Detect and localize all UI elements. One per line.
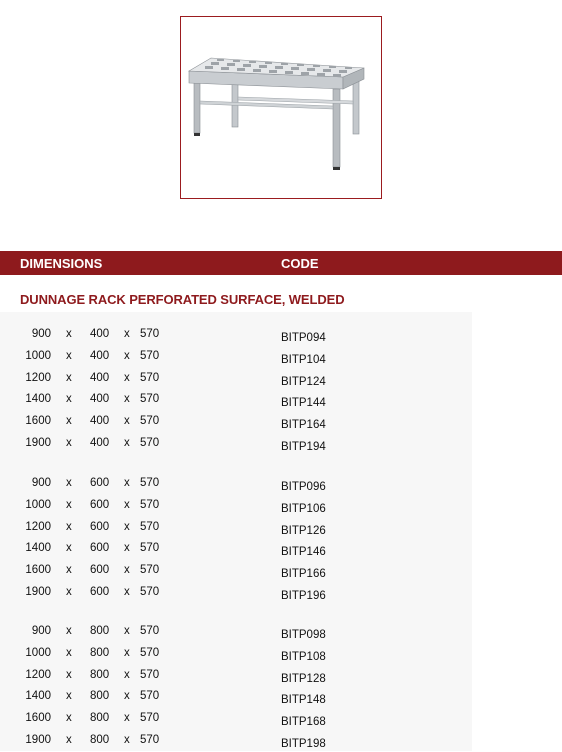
- product-code: BITP108: [281, 651, 326, 663]
- times-sign: x: [124, 415, 130, 427]
- depth-value: 800: [90, 625, 110, 637]
- table-row: [0, 542, 472, 560]
- table-header-bar: [0, 251, 562, 275]
- times-sign: x: [124, 521, 130, 533]
- table-row: [0, 586, 472, 604]
- table-row: [0, 477, 472, 495]
- table-row: [0, 372, 472, 390]
- times-sign: x: [66, 712, 72, 724]
- times-sign: x: [124, 647, 130, 659]
- height-value: 570: [140, 712, 160, 724]
- times-sign: x: [124, 734, 130, 746]
- depth-value: 600: [90, 499, 110, 511]
- height-value: 570: [140, 647, 160, 659]
- times-sign: x: [66, 477, 72, 489]
- width-value: 900: [31, 328, 51, 340]
- product-table: [0, 312, 472, 751]
- height-value: 570: [140, 372, 160, 384]
- width-value: 1400: [25, 690, 51, 702]
- product-code: BITP094: [281, 332, 326, 344]
- height-value: 570: [140, 477, 160, 489]
- depth-value: 800: [90, 690, 110, 702]
- times-sign: x: [66, 734, 72, 746]
- times-sign: x: [124, 625, 130, 637]
- depth-value: 800: [90, 669, 110, 681]
- product-code: BITP166: [281, 568, 326, 580]
- times-sign: x: [66, 625, 72, 637]
- width-value: 1200: [25, 372, 51, 384]
- depth-value: 800: [90, 712, 110, 724]
- width-value: 1000: [25, 350, 51, 362]
- dimensions-header: DIMENSIONS: [20, 256, 103, 271]
- times-sign: x: [124, 564, 130, 576]
- table-row: [0, 690, 472, 708]
- width-value: 1000: [25, 499, 51, 511]
- height-value: 570: [140, 437, 160, 449]
- table-row: [0, 350, 472, 368]
- width-value: 1600: [25, 415, 51, 427]
- height-value: 570: [140, 669, 160, 681]
- table-row: [0, 328, 472, 346]
- table-row: [0, 625, 472, 643]
- table-row: [0, 734, 472, 752]
- width-value: 1000: [25, 647, 51, 659]
- depth-value: 800: [90, 734, 110, 746]
- times-sign: x: [66, 521, 72, 533]
- depth-value: 600: [90, 477, 110, 489]
- dunnage-rack-image: [181, 17, 381, 198]
- depth-value: 400: [90, 415, 110, 427]
- table-row: [0, 499, 472, 517]
- table-row: [0, 712, 472, 730]
- table-row: [0, 521, 472, 539]
- times-sign: x: [124, 586, 130, 598]
- width-value: 1600: [25, 564, 51, 576]
- times-sign: x: [124, 542, 130, 554]
- times-sign: x: [124, 393, 130, 405]
- times-sign: x: [124, 372, 130, 384]
- times-sign: x: [66, 564, 72, 576]
- product-code: BITP198: [281, 738, 326, 750]
- height-value: 570: [140, 690, 160, 702]
- width-value: 1400: [25, 542, 51, 554]
- table-row: [0, 437, 472, 455]
- table-row: [0, 393, 472, 411]
- width-value: 1600: [25, 712, 51, 724]
- times-sign: x: [66, 690, 72, 702]
- times-sign: x: [124, 437, 130, 449]
- times-sign: x: [66, 328, 72, 340]
- times-sign: x: [66, 415, 72, 427]
- width-value: 1200: [25, 669, 51, 681]
- height-value: 570: [140, 350, 160, 362]
- height-value: 570: [140, 521, 160, 533]
- width-value: 900: [31, 625, 51, 637]
- depth-value: 800: [90, 647, 110, 659]
- product-code: BITP128: [281, 673, 326, 685]
- product-code: BITP168: [281, 716, 326, 728]
- height-value: 570: [140, 625, 160, 637]
- times-sign: x: [124, 328, 130, 340]
- height-value: 570: [140, 393, 160, 405]
- times-sign: x: [124, 690, 130, 702]
- width-value: 1900: [25, 586, 51, 598]
- product-code: BITP096: [281, 481, 326, 493]
- product-code: BITP098: [281, 629, 326, 641]
- depth-value: 400: [90, 350, 110, 362]
- table-row: [0, 647, 472, 665]
- code-header: CODE: [281, 256, 319, 271]
- times-sign: x: [66, 350, 72, 362]
- product-code: BITP196: [281, 590, 326, 602]
- depth-value: 400: [90, 437, 110, 449]
- product-code: BITP164: [281, 419, 326, 431]
- depth-value: 600: [90, 542, 110, 554]
- depth-value: 400: [90, 393, 110, 405]
- product-code: BITP146: [281, 546, 326, 558]
- table-row: [0, 669, 472, 687]
- times-sign: x: [66, 393, 72, 405]
- times-sign: x: [124, 350, 130, 362]
- product-code: BITP194: [281, 441, 326, 453]
- times-sign: x: [66, 372, 72, 384]
- product-code: BITP104: [281, 354, 326, 366]
- times-sign: x: [124, 669, 130, 681]
- width-value: 1400: [25, 393, 51, 405]
- product-code: BITP144: [281, 397, 326, 409]
- height-value: 570: [140, 542, 160, 554]
- table-row: [0, 564, 472, 582]
- height-value: 570: [140, 499, 160, 511]
- table-row: [0, 415, 472, 433]
- times-sign: x: [124, 499, 130, 511]
- depth-value: 400: [90, 372, 110, 384]
- product-code: BITP148: [281, 694, 326, 706]
- product-code: BITP106: [281, 503, 326, 515]
- product-image-frame: [180, 16, 382, 199]
- times-sign: x: [66, 542, 72, 554]
- height-value: 570: [140, 586, 160, 598]
- depth-value: 600: [90, 586, 110, 598]
- width-value: 1200: [25, 521, 51, 533]
- height-value: 570: [140, 415, 160, 427]
- times-sign: x: [66, 499, 72, 511]
- times-sign: x: [124, 477, 130, 489]
- height-value: 570: [140, 564, 160, 576]
- height-value: 570: [140, 734, 160, 746]
- product-code: BITP126: [281, 525, 326, 537]
- times-sign: x: [66, 437, 72, 449]
- times-sign: x: [66, 647, 72, 659]
- times-sign: x: [66, 669, 72, 681]
- section-title: DUNNAGE RACK PERFORATED SURFACE, WELDED: [20, 292, 345, 307]
- depth-value: 400: [90, 328, 110, 340]
- height-value: 570: [140, 328, 160, 340]
- depth-value: 600: [90, 564, 110, 576]
- times-sign: x: [66, 586, 72, 598]
- depth-value: 600: [90, 521, 110, 533]
- width-value: 1900: [25, 734, 51, 746]
- product-code: BITP124: [281, 376, 326, 388]
- width-value: 900: [31, 477, 51, 489]
- times-sign: x: [124, 712, 130, 724]
- width-value: 1900: [25, 437, 51, 449]
